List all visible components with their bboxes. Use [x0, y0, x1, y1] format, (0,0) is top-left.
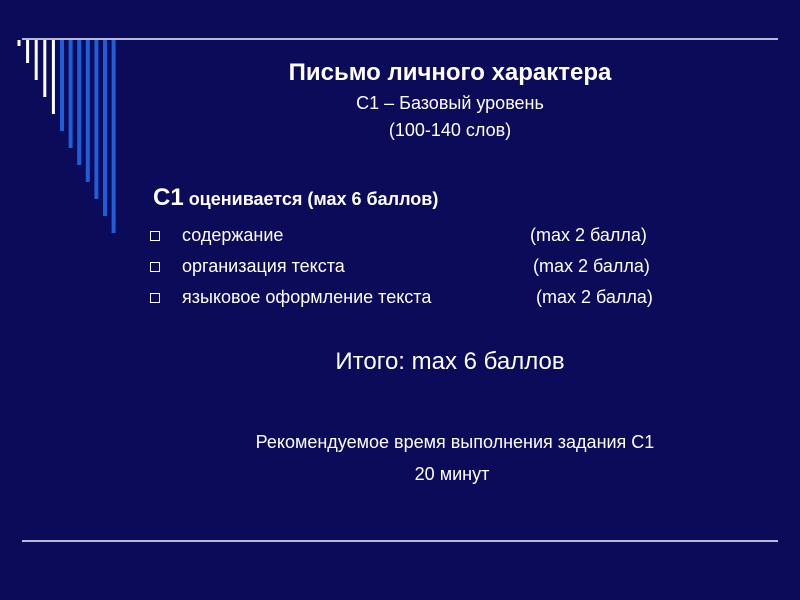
slide-title: Письмо личного характера — [288, 59, 612, 86]
square-bullet-icon — [150, 293, 160, 303]
criteria-label: организация текста — [182, 256, 345, 276]
assessment-heading — [153, 184, 438, 212]
total-score: Итого: max 6 баллов — [335, 348, 565, 375]
criteria-label: языковое оформление текста — [182, 287, 432, 307]
criteria-points: (max 2 балла) — [530, 225, 647, 245]
square-bullet-icon — [150, 262, 160, 272]
top-divider — [22, 38, 778, 40]
criteria-points: (max 2 балла) — [536, 287, 653, 307]
assessment-heading-text: оценивается (мах 6 баллов) — [183, 189, 439, 209]
criteria-points: (max 2 балла) — [533, 256, 650, 276]
subtitle-level: С1 – Базовый уровень — [356, 93, 544, 113]
bottom-divider — [22, 540, 778, 542]
square-bullet-icon — [150, 231, 160, 241]
recommended-time-label: Рекомендуемое время выполнения задания С1 — [255, 432, 655, 452]
assessment-code: С1 — [153, 184, 184, 211]
subtitle-word-count: (100-140 слов) — [388, 120, 512, 140]
recommended-time-value: 20 минут — [414, 464, 490, 484]
criteria-label: содержание — [182, 225, 284, 245]
